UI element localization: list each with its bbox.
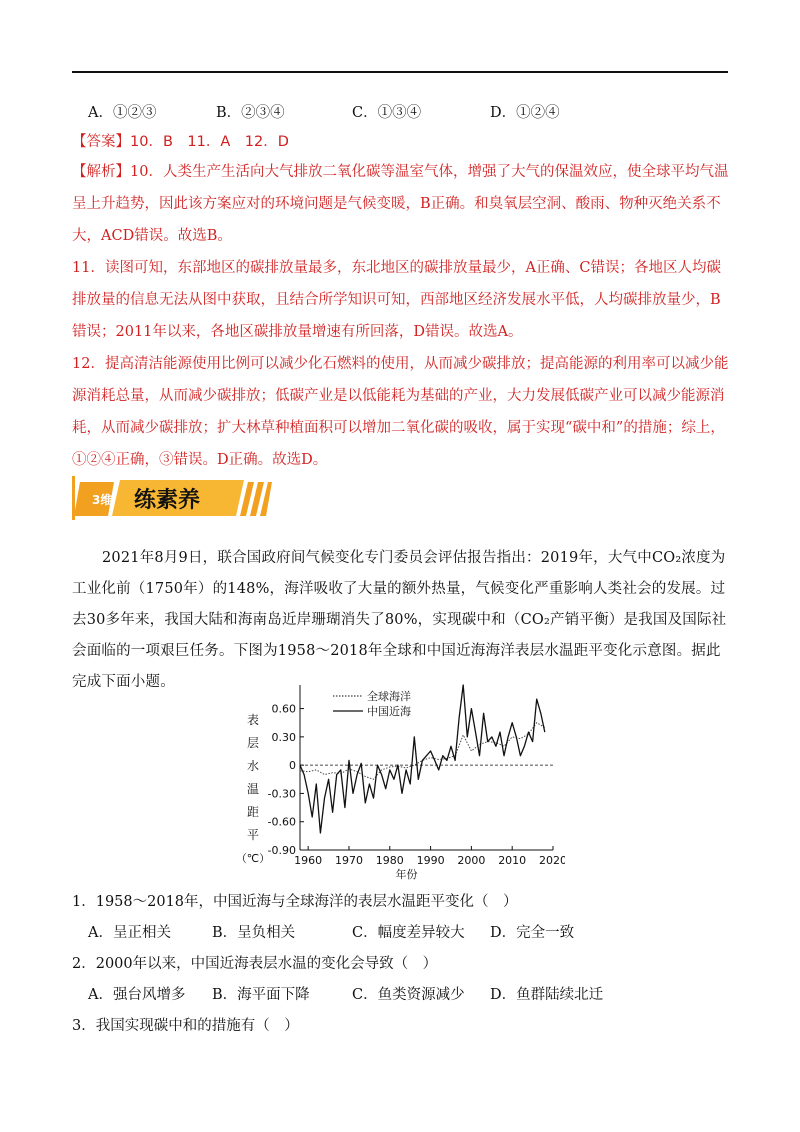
section-badge: 3维 [92, 493, 113, 507]
x-tick-label: 1980 [375, 854, 404, 867]
q2-option-d: D．鱼群陆续北迁 [490, 987, 604, 1003]
x-tick-label: 1970 [334, 854, 363, 867]
intro-paragraph [72, 543, 732, 698]
y-axis-unit: （℃） [235, 852, 271, 865]
x-tick-label: 2020 [539, 854, 565, 867]
series-china-coast [300, 685, 545, 833]
explanation-tag: 【解析】 [72, 164, 130, 180]
y-axis-label-char: 距 [246, 805, 260, 819]
option-d: D．①②④ [490, 105, 560, 121]
answer-line [72, 130, 289, 151]
explanation [72, 156, 732, 476]
x-tick-label: 2000 [457, 854, 486, 867]
y-axis-label-char: 水 [246, 759, 260, 773]
question-1: 1．1958～2018年，中国近海与全球海洋的表层水温距平变化（ ） [72, 894, 518, 910]
y-tick-label: -0.60 [267, 815, 296, 829]
explanation-11: 11．读图可知，东部地区的碳排放量最多，东北地区的碳排放量最少，A正确、C错误；各地区人均碳排放量的信息无法从图中获取，且结合所学知识可知，西部地区经济发展水平低，人均碳排放量少，B错误；2011年以来，各地区碳排放量增速有所回落，D错误。故选A。 [72, 260, 722, 340]
q1-option-d: D．完全一致 [490, 925, 575, 941]
answer-tag: 【答案】 [72, 134, 130, 150]
x-tick-label: 1990 [416, 854, 445, 867]
y-axis-label-char: 温 [246, 782, 260, 796]
legend-label: 中国近海 [367, 705, 411, 718]
option-c: C．①③④ [352, 105, 422, 121]
y-tick-label: -0.90 [267, 844, 296, 857]
y-tick-label: -0.30 [267, 787, 296, 801]
x-axis-label: 年份 [395, 868, 418, 880]
explanation-12: 12．提高清洁能源使用比例可以减少化石燃料的使用，从而减少碳排放；提高能源的利用率可以减少能源消耗总量，从而减少碳排放；低碳产业是以低能耗为基础的产业，大力发展低碳产业可以减少能源消耗，从而减少碳排放；扩大林草种植面积可以增加二氧化碳的吸收，属于实现“碳中和”的措施；综上，①②④正确，③错误。D正确。故选D。 [72, 356, 729, 468]
legend-label: 全球海洋 [367, 690, 411, 703]
y-axis-label-char: 表 [246, 713, 260, 727]
section-title: 练素养 [134, 488, 201, 513]
series-global-ocean [300, 723, 545, 780]
section-banner [72, 476, 272, 520]
sst-anomaly-chart [225, 680, 565, 884]
answer-text: 10．B 11．A 12．D [130, 134, 289, 150]
option-a: A．①②③ [88, 105, 157, 121]
q2-option-c: C．鱼类资源减少 [352, 987, 465, 1003]
x-tick-label: 2010 [498, 854, 527, 867]
x-tick-label: 1960 [294, 854, 323, 867]
intro-text: 2021年8月9日，联合国政府间气候变化专门委员会评估报告指出：2019年，大气中CO₂浓度为工业化前（1750年）的148%，海洋吸收了大量的额外热量，气候变化严重影响人类社会的发展。过去30多年来，我国大陆和海南岛近岸珊瑚消失了80%，实现碳中和（CO₂产销平衡）是我国及国际社会面临的一项艰巨任务。下图为1958～2018年全球和中国近海海洋表层水温距平变化示意图。据此完成下面小题。 [72, 550, 727, 690]
question-2: 2．2000年以来，中国近海表层水温的变化会导致（ ） [72, 956, 438, 972]
y-axis-label-char: 平 [246, 828, 260, 842]
y-tick-label: 0 [289, 759, 296, 773]
q2-option-a: A．强台风增多 [88, 987, 186, 1003]
option-b: B．②③④ [216, 105, 285, 121]
y-tick-label: 0.30 [271, 730, 296, 744]
top-rule [72, 71, 728, 73]
q2-option-b: B．海平面下降 [212, 987, 310, 1003]
q1-option-b: B．呈负相关 [212, 925, 296, 941]
y-axis-label-char: 层 [246, 736, 260, 750]
question-3: 3．我国实现碳中和的措施有（ ） [72, 1018, 299, 1034]
y-tick-label: 0.60 [271, 702, 296, 716]
q1-option-c: C．幅度差异较大 [352, 925, 465, 941]
explanation-10: 10．人类生产生活向大气排放二氧化碳等温室气体，增强了大气的保温效应，使全球平均气温呈上升趋势，因此该方案应对的环境问题是气候变暖，B正确。和臭氧层空洞、酸雨、物种灭绝关系不大，ACD错误。故选B。 [72, 164, 729, 244]
q1-option-a: A．呈正相关 [88, 925, 171, 941]
